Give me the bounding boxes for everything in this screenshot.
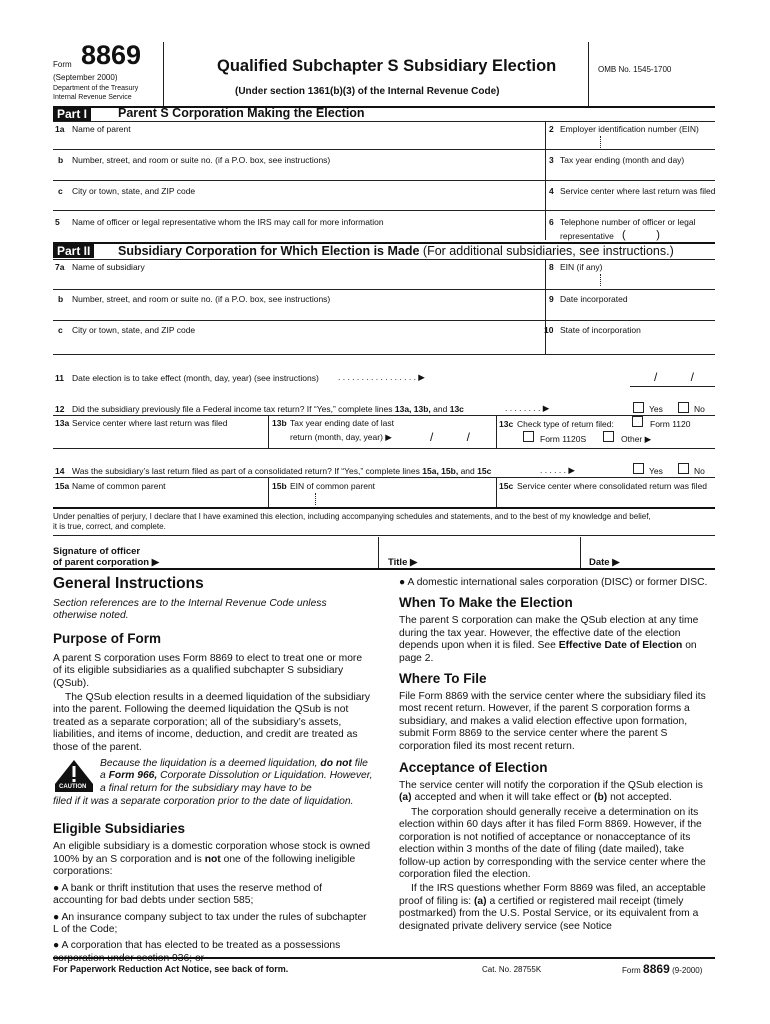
bullet-icon: ● <box>53 940 60 952</box>
form-header <box>53 40 715 106</box>
part2-title: Subsidiary Corporation for Which Election is Made (For additional subsidiaries, see instructions.) <box>118 244 674 258</box>
subsidiary-city-field[interactable] <box>55 335 540 349</box>
bullet-item-4: ● A domestic international sales corporation (DISC) or former DISC. <box>399 577 708 588</box>
line11-dots: . . . . . . . . . . . . . . . . . ▶ <box>338 372 425 382</box>
line13c-label: Check type of return filed: <box>517 419 614 429</box>
purpose-heading: Purpose of Form <box>53 630 162 646</box>
when-heading: When To Make the Election <box>399 595 573 611</box>
where-heading: Where To File <box>399 671 487 687</box>
general-instructions-heading: General Instructions <box>53 575 204 592</box>
signature-field[interactable] <box>185 540 375 566</box>
footer-form-id: Form 8869 (9-2000) <box>622 962 703 976</box>
bullet-item-3: ● A corporation that has elected to be treated as a possessions corporation under section 936; or <box>53 940 341 964</box>
purpose-paragraph-2: The QSub election results in a deemed liquidation of the subsidiary into the parent. Following the deemed liquidation the QSub is not treated as a separate corporation; all of the subsidiary’s assets, liabilities, and items of income, deduction, and credit are treated as those of the parent. <box>53 692 371 753</box>
line7b-label: Number, street, and room or suite no. (if a P.O. box, see instructions) <box>72 294 331 304</box>
line11-label: Date election is to take effect (month, day, year) (see instructions) <box>72 373 319 383</box>
other-label: Other ▶ <box>621 434 652 444</box>
line14-no-label: No <box>694 466 705 476</box>
acceptance-paragraph-2: The corporation should generally receive a determination on its election within 60 days after it has filed Form 8869. However, if the corporation is not notified of acceptance or nonacceptance of its election within 3 months of the date of filing (date mailed), take follow-up action by corresponding with the service center where the corporation filed the election. <box>399 806 706 880</box>
bullet-item-2: ● An insurance company subject to tax under the rules of subchapter L of the Code; <box>53 911 367 935</box>
line13b-label-2: return (month, day, year) ▶ <box>290 432 392 442</box>
caution-text: Because the liquidation is a deemed liquidation, do not file a Form 966, Corporate Dissolution or Liquidation. However, a final return for the subsidiary may have to be <box>100 758 373 794</box>
date-incorporated-field[interactable] <box>549 304 713 318</box>
form-number: 8869 <box>81 40 142 70</box>
part2-label: Part II <box>53 243 94 258</box>
line12-label: Did the subsidiary previously file a Federal income tax return? If “Yes,” complete lines 13a, 13b, and 13c <box>72 404 464 414</box>
parent-tax-year-field[interactable] <box>549 165 713 179</box>
where-paragraph: File Form 8869 with the service center where the subsidiary filed its most recent return. However, if the parent S corporation forms a subsidiary, and makes a valid election effective upon formation, submit Form 8869 to the service center where the parent S corporation filed its most recent return. <box>399 691 706 752</box>
form1120-checkbox[interactable] <box>632 416 643 427</box>
parent-city-field[interactable] <box>55 196 540 210</box>
catalog-number: Cat. No. 28755K <box>482 965 542 974</box>
line6-label-2: representative <box>560 231 614 241</box>
line14-yes-label: Yes <box>649 466 663 476</box>
line1b-label: Number, street, and room or suite no. (if a P.O. box, see instructions) <box>72 155 331 165</box>
line3-label: Tax year ending (month and day) <box>560 155 685 165</box>
omb-number: OMB No. 1545-1700 <box>598 65 672 74</box>
title-label: Title ▶ <box>388 557 418 568</box>
form-title: Qualified Subchapter S Subsidiary Election <box>217 57 557 75</box>
phone-paren: ( ) <box>622 229 660 241</box>
signature-label: Signature of officer <box>53 546 141 557</box>
section-reference: Section references are to the Internal Revenue Code unless otherwise noted. <box>53 598 327 622</box>
parent-ein-field[interactable] <box>549 134 713 148</box>
line13b-date[interactable]: / / <box>430 430 471 444</box>
perjury-statement: Under penalties of perjury, I declare that I have examined this election, including accompanying schedules and statements, and to the best of my knowledge and belief, <box>53 512 651 521</box>
purpose-paragraph-1: A parent S corporation uses Form 8869 to elect to treat one or more of its eligible subsidiaries as a qualified subchapter S subsidiary (QSub). <box>53 652 363 689</box>
bullet-icon: ● <box>53 882 60 894</box>
subsidiary-name-field[interactable] <box>55 273 540 287</box>
subsidiary-address-field[interactable] <box>55 304 540 318</box>
acceptance-heading: Acceptance of Election <box>399 760 548 776</box>
instructions-right-column <box>399 577 715 933</box>
line12-yes-label: Yes <box>649 404 663 414</box>
line12-yes-checkbox[interactable] <box>633 402 644 413</box>
when-paragraph: The parent S corporation can make the QSub election at any time during the tax year. However, the effective date of the election depends upon when it is filed. See Effective Date of Election on page 2. <box>399 615 699 664</box>
instructions-left-column <box>53 575 373 965</box>
form1120-label: Form 1120 <box>650 419 691 429</box>
line12-dots: . . . . . . . . ▶ <box>505 403 550 413</box>
subsidiary-ein-field[interactable] <box>549 273 713 287</box>
line9-label: Date incorporated <box>560 294 628 304</box>
part1-label: Part I <box>53 106 91 121</box>
bullet-icon: ● <box>399 577 406 588</box>
other-checkbox[interactable] <box>603 431 614 442</box>
line15b-field[interactable] <box>272 492 492 504</box>
caution-label: CAUTION <box>59 784 87 791</box>
form-revision: (September 2000) <box>53 73 118 82</box>
line7a-label: Name of subsidiary <box>72 262 145 272</box>
line14-no-checkbox[interactable] <box>678 463 689 474</box>
dept-line2: Internal Revenue Service <box>53 94 132 101</box>
caution-text-2: filed if it was a separate corporation prior to the date of liquidation. <box>53 796 354 808</box>
form1120s-checkbox[interactable] <box>523 431 534 442</box>
date-field[interactable] <box>630 540 713 566</box>
line13a-field[interactable] <box>55 430 263 444</box>
other-specify-field[interactable] <box>665 431 713 443</box>
line15a-field[interactable] <box>55 492 263 504</box>
state-incorporation-field[interactable] <box>549 335 713 349</box>
bullet-icon: ● <box>53 911 60 923</box>
parent-address-field[interactable] <box>55 165 540 179</box>
line15c-field[interactable] <box>499 492 713 504</box>
eligible-heading: Eligible Subsidiaries <box>53 821 186 837</box>
line2-label: Employer identification number (EIN) <box>560 124 699 134</box>
officer-phone-field[interactable] <box>630 229 710 241</box>
bullet-item-1: ● A bank or thrift institution that uses the reserve method of accounting for bad debts under section 585; <box>53 882 322 907</box>
line12-no-checkbox[interactable] <box>678 402 689 413</box>
date-label: Date ▶ <box>589 557 620 568</box>
acceptance-paragraph-3: If the IRS questions whether Form 8869 was filed, an acceptable proof of filing is: (a) a certified or registered mail receipt (timely postmarked) from the U.S. Postal Service, or its equivalent from a designated private delivery service (see Notice <box>399 883 706 932</box>
line13b-label: Tax year ending date of last <box>290 418 394 428</box>
line15a-label: Name of common parent <box>72 481 166 491</box>
part1-title: Parent S Corporation Making the Election <box>118 106 365 120</box>
line4-label: Service center where last return was filed <box>560 186 716 196</box>
line14-label: Was the subsidiary’s last return filed as part of a consolidated return? If “Yes,” complete lines 15a, 15b, and 15c <box>72 466 492 476</box>
line5-label: Name of officer or legal representative whom the IRS may call for more information <box>72 217 384 227</box>
line8-label: EIN (if any) <box>560 262 603 272</box>
line15b-label: EIN of common parent <box>290 481 376 491</box>
line15c-label: Service center where consolidated return was filed <box>517 481 707 491</box>
parent-service-center-field[interactable] <box>549 196 713 210</box>
acceptance-paragraph-1: The service center will notify the corporation if the QSub election is (a) accepted and when it will take effect or (b) not accepted. <box>399 780 703 804</box>
line10-label: State of incorporation <box>560 325 641 335</box>
eligible-paragraph: An eligible subsidiary is a domestic corporation whose stock is owned 100% by an S corporation and is not one of the following ineligible corporations: <box>53 841 371 878</box>
paperwork-notice: For Paperwork Reduction Act Notice, see back of form. <box>53 964 289 974</box>
perjury-statement-2: it is true, correct, and complete. <box>53 522 166 531</box>
line14-yes-checkbox[interactable] <box>633 463 644 474</box>
form-word: Form <box>53 60 72 69</box>
dept-line1: Department of the Treasury <box>53 85 139 92</box>
line13a-label: Service center where last return was filed <box>72 418 228 428</box>
form-subtitle: (Under section 1361(b)(3) of the Internal Revenue Code) <box>235 86 500 97</box>
line6-label: Telephone number of officer or legal <box>560 217 696 227</box>
line1c-label: City or town, state, and ZIP code <box>72 186 196 196</box>
title-field[interactable] <box>425 540 575 566</box>
line1a-label: Name of parent <box>72 124 131 134</box>
line14-dots: . . . . . . ▶ <box>540 465 575 475</box>
line12-no-label: No <box>694 404 705 414</box>
parent-name-field[interactable] <box>55 134 540 148</box>
caution-icon <box>55 760 93 792</box>
form1120s-label: Form 1120S <box>540 434 587 444</box>
officer-name-field[interactable] <box>55 228 540 240</box>
signature-label-2: of parent corporation ▶ <box>53 557 160 568</box>
line7c-label: City or town, state, and ZIP code <box>72 325 196 335</box>
line11-date[interactable]: / / <box>654 370 695 384</box>
part2-title-note: (For additional subsidiaries, see instructions.) <box>422 244 674 258</box>
